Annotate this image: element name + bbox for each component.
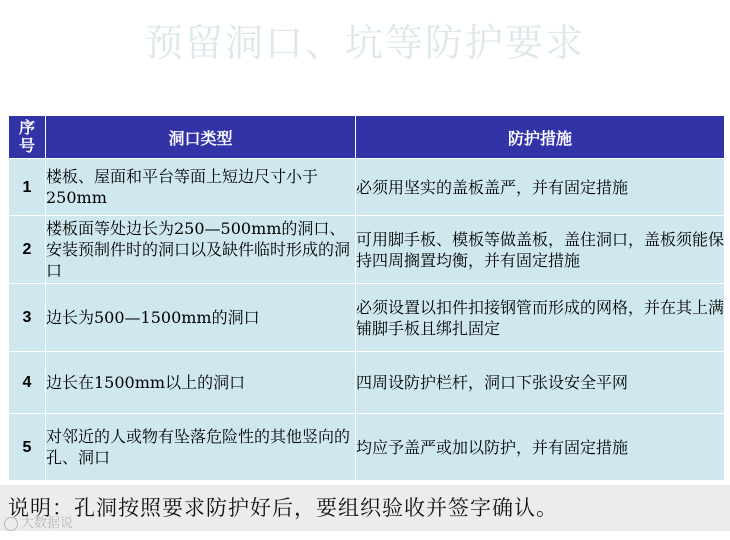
table-row	[9, 284, 725, 352]
watermark	[4, 512, 73, 531]
row-no: 2	[9, 216, 46, 284]
row-measure: 必须用坚实的盖板盖严，并有固定措施	[356, 159, 725, 216]
table-row	[9, 414, 725, 481]
row-no: 3	[9, 284, 46, 352]
table-row	[9, 159, 725, 216]
row-no: 4	[9, 352, 46, 414]
row-no: 1	[9, 159, 46, 216]
row-hole-type: 楼板、屋面和平台等面上短边尺寸小于250mm	[46, 159, 356, 216]
row-measure: 必须设置以扣件扣接钢管而形成的网格，并在其上满铺脚手板且绑扎固定	[356, 284, 725, 352]
table-row	[9, 216, 725, 284]
protection-table	[8, 115, 725, 481]
table-row	[9, 352, 725, 414]
table-header-row	[9, 116, 725, 159]
header-measures: 防护措施	[356, 116, 725, 159]
row-hole-type: 边长为500—1500mm的洞口	[46, 284, 356, 352]
header-no: 序 号	[9, 116, 46, 159]
page-title: 预留洞口、坑等防护要求	[144, 21, 585, 65]
row-hole-type: 对邻近的人或物有坠落危险性的其他竖向的孔、洞口	[46, 414, 356, 481]
watermark-logo-icon	[4, 517, 18, 531]
row-measure: 可用脚手板、模板等做盖板，盖住洞口，盖板须能保持四周搁置均衡，并有固定措施	[356, 216, 725, 284]
row-hole-type: 边长在1500mm以上的洞口	[46, 352, 356, 414]
row-measure: 四周设防护栏杆，洞口下张设安全平网	[356, 352, 725, 414]
watermark-text: 大数据说	[21, 516, 74, 531]
row-no: 5	[9, 414, 46, 481]
note-text: 说明：孔洞按照要求防护好后，要组织验收并签字确认。	[8, 496, 558, 520]
row-hole-type: 楼板面等处边长为250—500mm的洞口、安装预制件时的洞口以及缺件临时形成的洞口	[46, 216, 356, 284]
row-measure: 均应予盖严或加以防护，并有固定措施	[356, 414, 725, 481]
header-hole-type: 洞口类型	[46, 116, 356, 159]
